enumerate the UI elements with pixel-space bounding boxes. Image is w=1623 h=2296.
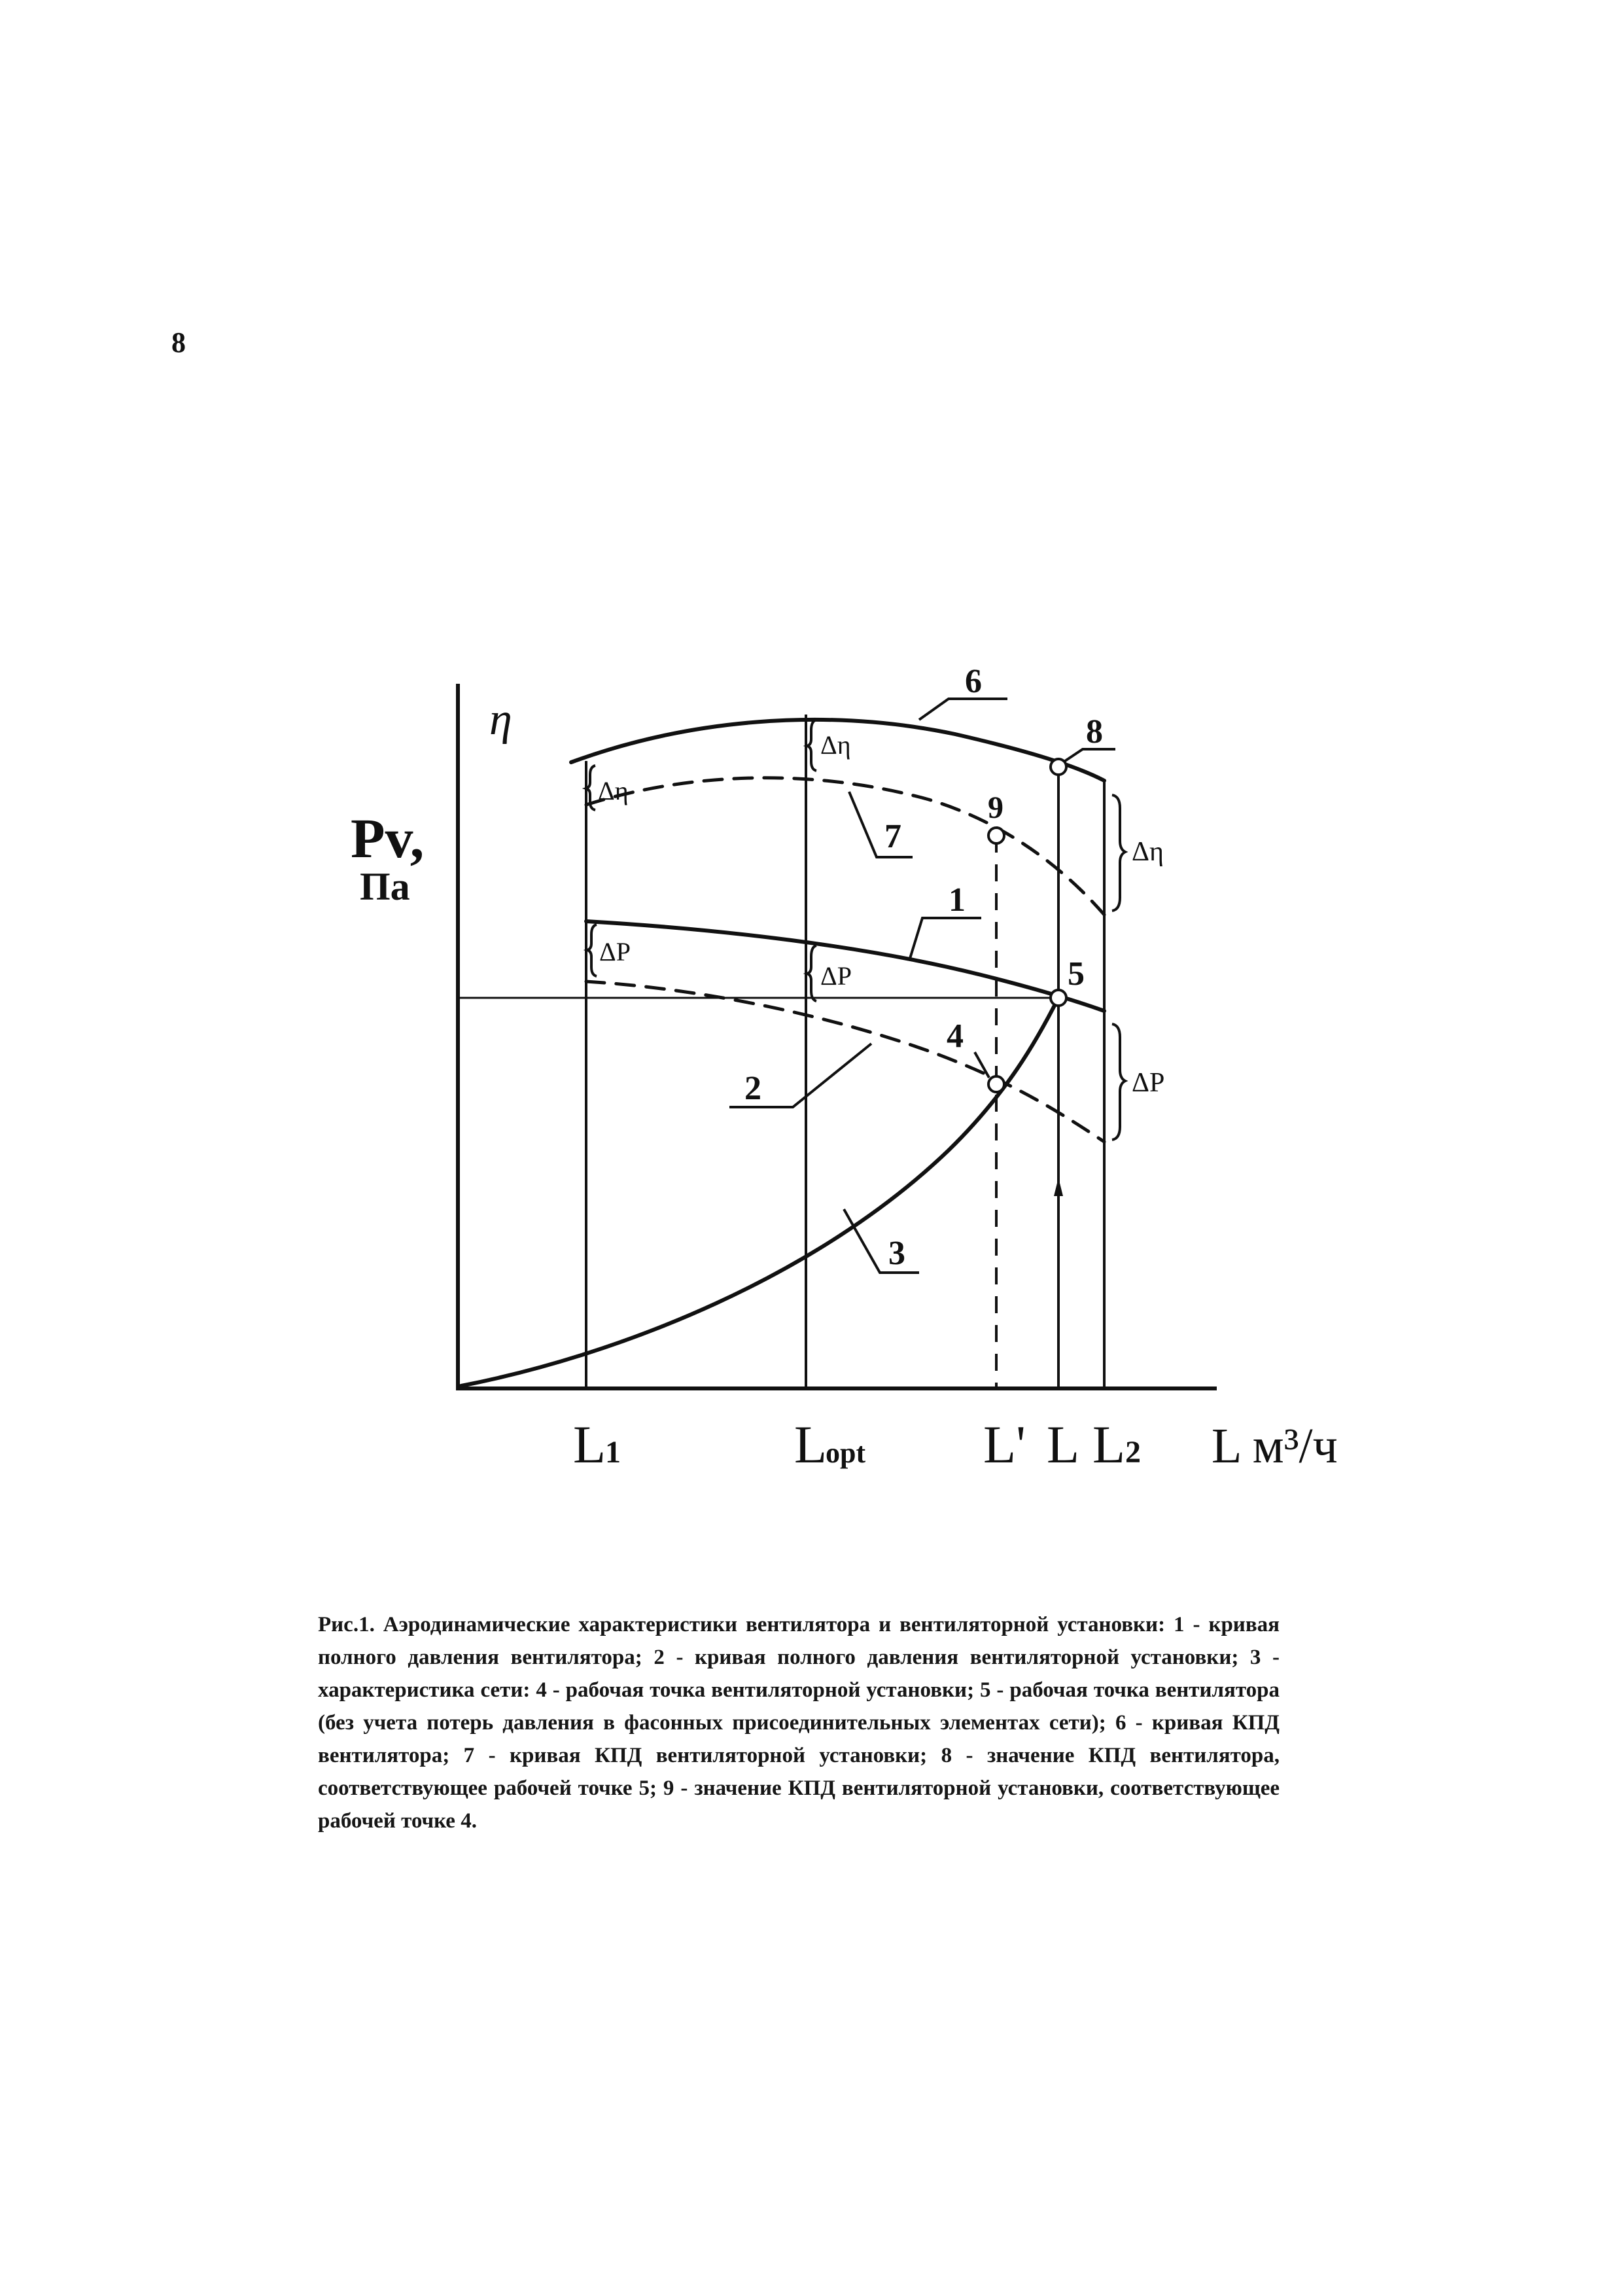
delta-p-left: ΔP bbox=[599, 937, 631, 966]
label-1: 1 bbox=[949, 881, 966, 919]
label-9: 9 bbox=[988, 790, 1003, 825]
curve-2-installation-pressure bbox=[586, 981, 1104, 1142]
delta-eta-center: Δη bbox=[820, 730, 851, 760]
leader-6 bbox=[919, 699, 1007, 720]
tick-lopt-sub: opt bbox=[826, 1437, 866, 1469]
delta-p-center: ΔP bbox=[820, 961, 852, 991]
brace-delta-p-center bbox=[807, 945, 816, 1001]
figure-caption: Рис.1. Аэродинамические характеристики вентилятора и вентиляторной установки: 1 - кривая полного давления вентилятора; 2 - кривая полного давления вентиляторной установки; 3 - характеристика сети: 4 - рабочая точка вентиляторной установки; 5 - рабочая точка вентилятора (без учета потерь давления в фасонных присоединительных элементах сети); 6 - кривая КПД вентилятора; 7 - кривая КПД вентиляторной установки; 8 - значение КПД вентилятора, соответствующее рабочей точке 5; 9 - значение КПД вентиляторной установки, соответствующее рабочей точке 4. bbox=[318, 1613, 1280, 1833]
brace-delta-p-left bbox=[587, 925, 597, 976]
label-3: 3 bbox=[888, 1235, 905, 1272]
eta-axis-label: η bbox=[489, 694, 512, 745]
label-2: 2 bbox=[744, 1070, 761, 1107]
delta-eta-left: Δη bbox=[598, 776, 629, 805]
leader-1 bbox=[909, 918, 981, 961]
page-number: 8 bbox=[171, 327, 186, 359]
leader-7 bbox=[849, 792, 913, 857]
pa-unit-label: Па bbox=[360, 865, 410, 908]
arrow-up-head bbox=[1054, 1178, 1063, 1196]
tick-lprime: L' bbox=[983, 1415, 1026, 1474]
point-8 bbox=[1051, 759, 1066, 775]
leader-8 bbox=[1065, 749, 1115, 761]
label-6: 6 bbox=[965, 663, 982, 700]
x-axis-unit-label: L м³/ч bbox=[1212, 1419, 1338, 1474]
brace-delta-eta-center bbox=[807, 720, 816, 771]
label-7: 7 bbox=[884, 818, 901, 855]
brace-delta-p-right bbox=[1112, 1024, 1125, 1140]
label-5: 5 bbox=[1068, 955, 1085, 993]
point-9 bbox=[988, 828, 1004, 843]
pv-axis-label: Pv, bbox=[351, 807, 425, 870]
brace-delta-eta-right bbox=[1112, 795, 1125, 911]
tick-l2: L bbox=[1092, 1415, 1126, 1474]
label-8: 8 bbox=[1086, 713, 1103, 751]
tick-l1: L bbox=[573, 1415, 606, 1474]
leader-3 bbox=[844, 1209, 919, 1273]
point-4 bbox=[988, 1076, 1004, 1092]
curve-7-installation-efficiency bbox=[586, 778, 1104, 915]
point-5 bbox=[1051, 990, 1066, 1006]
curve-3-network-characteristic bbox=[461, 998, 1058, 1386]
tick-l1-sub: 1 bbox=[605, 1435, 621, 1470]
delta-eta-right: Δη bbox=[1132, 837, 1164, 867]
label-4: 4 bbox=[947, 1017, 964, 1055]
delta-p-right: ΔP bbox=[1132, 1068, 1165, 1098]
tick-lopt: L bbox=[794, 1415, 828, 1474]
tick-l2-sub: 2 bbox=[1125, 1435, 1141, 1470]
tick-l: L bbox=[1047, 1415, 1080, 1474]
